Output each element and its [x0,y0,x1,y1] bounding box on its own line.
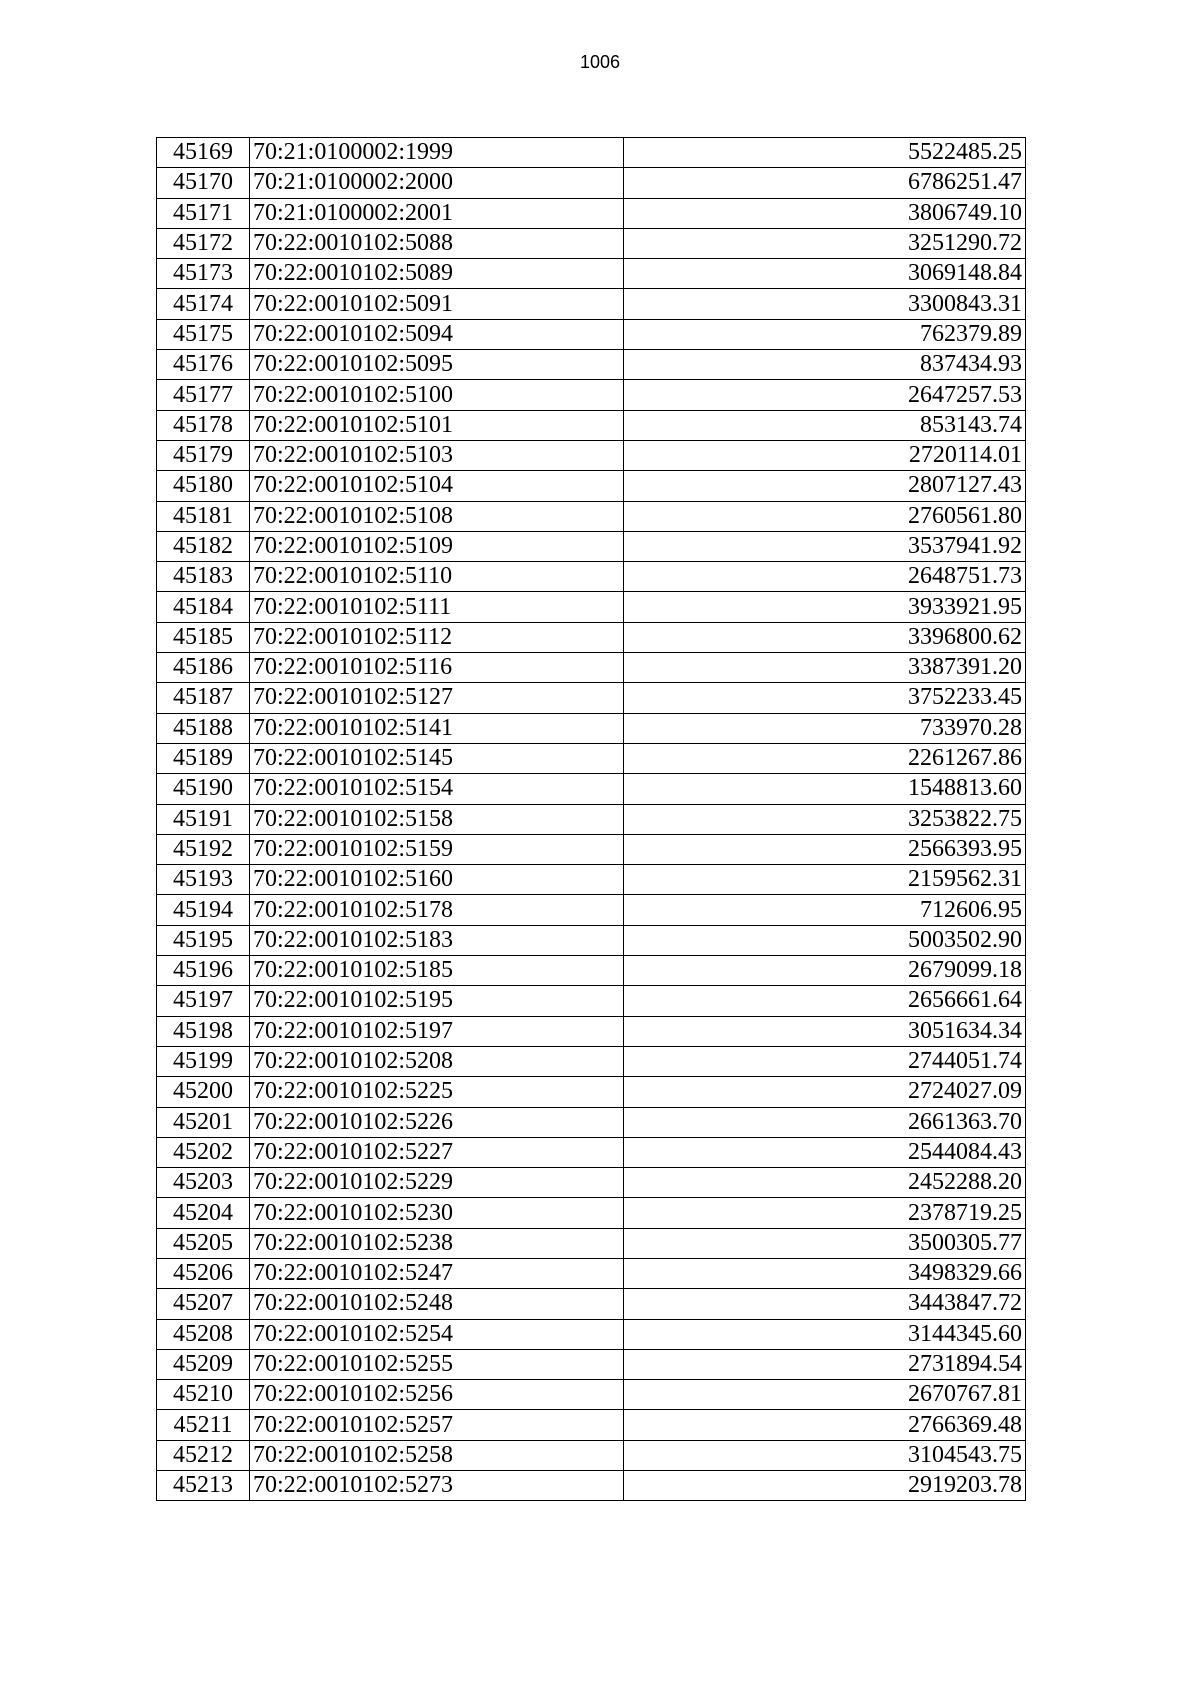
row-number-cell: 45203 [157,1168,250,1198]
cadastral-number-cell: 70:22:0010102:5141 [250,713,624,743]
cadastral-number-cell: 70:22:0010102:5109 [250,531,624,561]
cadastral-value-cell: 2679099.18 [624,956,1026,986]
cadastral-number-cell: 70:22:0010102:5257 [250,1410,624,1440]
table-row [157,895,1026,925]
cadastral-number-cell: 70:22:0010102:5256 [250,1380,624,1410]
row-number-cell: 45181 [157,501,250,531]
cadastral-number-cell: 70:22:0010102:5094 [250,319,624,349]
row-number-cell: 45206 [157,1258,250,1288]
row-number-cell: 45171 [157,198,250,228]
cadastral-value-cell: 2724027.09 [624,1077,1026,1107]
cadastral-value-cell: 2656661.64 [624,986,1026,1016]
cadastral-value-cell: 712606.95 [624,895,1026,925]
table-row [157,228,1026,258]
table-row [157,1168,1026,1198]
row-number-cell: 45213 [157,1471,250,1501]
table-row [157,259,1026,289]
table-row [157,501,1026,531]
row-number-cell: 45175 [157,319,250,349]
table-row [157,1137,1026,1167]
cadastral-number-cell: 70:22:0010102:5089 [250,259,624,289]
cadastral-value-cell: 2661363.70 [624,1107,1026,1137]
cadastral-value-cell: 2720114.01 [624,440,1026,470]
cadastral-number-cell: 70:22:0010102:5227 [250,1137,624,1167]
cadastral-value-cell: 762379.89 [624,319,1026,349]
cadastral-number-cell: 70:21:0100002:1999 [250,138,624,168]
table-row [157,350,1026,380]
table-row [157,289,1026,319]
cadastral-value-cell: 3537941.92 [624,531,1026,561]
cadastral-number-cell: 70:22:0010102:5100 [250,380,624,410]
cadastral-value-cell: 2766369.48 [624,1410,1026,1440]
cadastral-value-cell: 2807127.43 [624,471,1026,501]
row-number-cell: 45173 [157,259,250,289]
table-row [157,956,1026,986]
table-row [157,380,1026,410]
cadastral-number-cell: 70:22:0010102:5254 [250,1319,624,1349]
cadastral-value-cell: 3251290.72 [624,228,1026,258]
row-number-cell: 45208 [157,1319,250,1349]
cadastral-number-cell: 70:22:0010102:5238 [250,1228,624,1258]
table-row [157,1016,1026,1046]
cadastral-value-cell: 733970.28 [624,713,1026,743]
cadastral-number-cell: 70:22:0010102:5104 [250,471,624,501]
table-row [157,440,1026,470]
cadastral-value-cell: 5522485.25 [624,138,1026,168]
cadastral-value-cell: 837434.93 [624,350,1026,380]
row-number-cell: 45179 [157,440,250,470]
cadastral-number-cell: 70:22:0010102:5230 [250,1198,624,1228]
table-row [157,1319,1026,1349]
row-number-cell: 45212 [157,1440,250,1470]
row-number-cell: 45180 [157,471,250,501]
row-number-cell: 45209 [157,1349,250,1379]
row-number-cell: 45172 [157,228,250,258]
cadastral-value-cell: 3104543.75 [624,1440,1026,1470]
cadastral-value-cell: 2648751.73 [624,562,1026,592]
row-number-cell: 45176 [157,350,250,380]
row-number-cell: 45184 [157,592,250,622]
table-row [157,865,1026,895]
cadastral-number-cell: 70:22:0010102:5091 [250,289,624,319]
row-number-cell: 45188 [157,713,250,743]
table-row [157,622,1026,652]
cadastral-number-cell: 70:22:0010102:5154 [250,774,624,804]
row-number-cell: 45202 [157,1137,250,1167]
cadastral-value-cell: 2378719.25 [624,1198,1026,1228]
row-number-cell: 45182 [157,531,250,561]
cadastral-number-cell: 70:22:0010102:5111 [250,592,624,622]
cadastral-number-cell: 70:22:0010102:5208 [250,1046,624,1076]
row-number-cell: 45190 [157,774,250,804]
table-row [157,774,1026,804]
row-number-cell: 45177 [157,380,250,410]
cadastral-value-cell: 2566393.95 [624,834,1026,864]
row-number-cell: 45199 [157,1046,250,1076]
row-number-cell: 45191 [157,804,250,834]
cadastral-value-cell: 5003502.90 [624,925,1026,955]
cadastral-number-cell: 70:22:0010102:5101 [250,410,624,440]
cadastral-number-cell: 70:22:0010102:5185 [250,956,624,986]
table-row [157,1349,1026,1379]
row-number-cell: 45194 [157,895,250,925]
cadastral-number-cell: 70:22:0010102:5095 [250,350,624,380]
cadastral-number-cell: 70:22:0010102:5088 [250,228,624,258]
table-row [157,1289,1026,1319]
row-number-cell: 45200 [157,1077,250,1107]
row-number-cell: 45196 [157,956,250,986]
cadastral-number-cell: 70:22:0010102:5116 [250,653,624,683]
cadastral-number-cell: 70:22:0010102:5248 [250,1289,624,1319]
cadastral-number-cell: 70:22:0010102:5258 [250,1440,624,1470]
table-row [157,1198,1026,1228]
table-row [157,1077,1026,1107]
cadastral-value-cell: 2544084.43 [624,1137,1026,1167]
table-row [157,743,1026,773]
cadastral-value-cell: 3300843.31 [624,289,1026,319]
cadastral-number-cell: 70:22:0010102:5110 [250,562,624,592]
cadastral-number-cell: 70:22:0010102:5197 [250,1016,624,1046]
cadastral-number-cell: 70:22:0010102:5226 [250,1107,624,1137]
table-row [157,1380,1026,1410]
cadastral-number-cell: 70:22:0010102:5247 [250,1258,624,1288]
cadastral-value-cell: 2919203.78 [624,1471,1026,1501]
row-number-cell: 45211 [157,1410,250,1440]
cadastral-number-cell: 70:21:0100002:2001 [250,198,624,228]
table-row [157,1228,1026,1258]
table-row [157,925,1026,955]
row-number-cell: 45192 [157,834,250,864]
table-row [157,804,1026,834]
cadastral-number-cell: 70:22:0010102:5183 [250,925,624,955]
cadastral-number-cell: 70:22:0010102:5112 [250,622,624,652]
cadastral-value-cell: 2647257.53 [624,380,1026,410]
table-row [157,653,1026,683]
row-number-cell: 45185 [157,622,250,652]
cadastral-value-cell: 2159562.31 [624,865,1026,895]
table-row [157,531,1026,561]
cadastral-number-cell: 70:22:0010102:5273 [250,1471,624,1501]
table-row [157,986,1026,1016]
table-row [157,1410,1026,1440]
table-row [157,1471,1026,1501]
table-row [157,683,1026,713]
cadastral-number-cell: 70:21:0100002:2000 [250,168,624,198]
row-number-cell: 45183 [157,562,250,592]
cadastral-value-cell: 3069148.84 [624,259,1026,289]
table-row [157,1107,1026,1137]
cadastral-number-cell: 70:22:0010102:5145 [250,743,624,773]
table-row [157,713,1026,743]
cadastral-number-cell: 70:22:0010102:5229 [250,1168,624,1198]
cadastral-value-cell: 853143.74 [624,410,1026,440]
cadastral-value-cell: 2731894.54 [624,1349,1026,1379]
cadastral-value-cell: 3806749.10 [624,198,1026,228]
cadastral-number-cell: 70:22:0010102:5225 [250,1077,624,1107]
cadastral-value-cell: 2760561.80 [624,501,1026,531]
row-number-cell: 45178 [157,410,250,440]
row-number-cell: 45195 [157,925,250,955]
page-number: 1006 [579,52,621,72]
cadastral-value-cell: 6786251.47 [624,168,1026,198]
row-number-cell: 45210 [157,1380,250,1410]
cadastral-number-cell: 70:22:0010102:5159 [250,834,624,864]
table-row [157,834,1026,864]
cadastral-value-cell: 2670767.81 [624,1380,1026,1410]
cadastral-value-cell: 3396800.62 [624,622,1026,652]
table-row [157,168,1026,198]
table-row [157,1046,1026,1076]
table-row [157,410,1026,440]
table-row [157,562,1026,592]
cadastral-number-cell: 70:22:0010102:5158 [250,804,624,834]
row-number-cell: 45174 [157,289,250,319]
cadastral-number-cell: 70:22:0010102:5195 [250,986,624,1016]
table-row [157,1258,1026,1288]
cadastral-value-cell: 3752233.45 [624,683,1026,713]
row-number-cell: 45187 [157,683,250,713]
row-number-cell: 45193 [157,865,250,895]
cadastral-value-cell: 2261267.86 [624,743,1026,773]
cadastral-value-cell: 3498329.66 [624,1258,1026,1288]
cadastral-value-cell: 3443847.72 [624,1289,1026,1319]
cadastral-value-cell: 2744051.74 [624,1046,1026,1076]
row-number-cell: 45207 [157,1289,250,1319]
cadastral-value-table [156,137,1026,1501]
cadastral-value-cell: 3500305.77 [624,1228,1026,1258]
cadastral-value-cell: 3387391.20 [624,653,1026,683]
table-row [157,138,1026,168]
row-number-cell: 45201 [157,1107,250,1137]
table-row [157,471,1026,501]
row-number-cell: 45197 [157,986,250,1016]
table-row [157,1440,1026,1470]
row-number-cell: 45189 [157,743,250,773]
cadastral-value-cell: 3144345.60 [624,1319,1026,1349]
cadastral-number-cell: 70:22:0010102:5160 [250,865,624,895]
cadastral-value-cell: 3051634.34 [624,1016,1026,1046]
table-body [157,138,1026,1501]
cadastral-number-cell: 70:22:0010102:5127 [250,683,624,713]
table-row [157,198,1026,228]
row-number-cell: 45186 [157,653,250,683]
row-number-cell: 45170 [157,168,250,198]
row-number-cell: 45204 [157,1198,250,1228]
cadastral-value-cell: 2452288.20 [624,1168,1026,1198]
cadastral-value-cell: 3933921.95 [624,592,1026,622]
row-number-cell: 45198 [157,1016,250,1046]
cadastral-number-cell: 70:22:0010102:5103 [250,440,624,470]
cadastral-number-cell: 70:22:0010102:5178 [250,895,624,925]
table-row [157,592,1026,622]
table-row [157,319,1026,349]
row-number-cell: 45169 [157,138,250,168]
cadastral-number-cell: 70:22:0010102:5255 [250,1349,624,1379]
cadastral-value-cell: 3253822.75 [624,804,1026,834]
cadastral-value-cell: 1548813.60 [624,774,1026,804]
row-number-cell: 45205 [157,1228,250,1258]
cadastral-number-cell: 70:22:0010102:5108 [250,501,624,531]
